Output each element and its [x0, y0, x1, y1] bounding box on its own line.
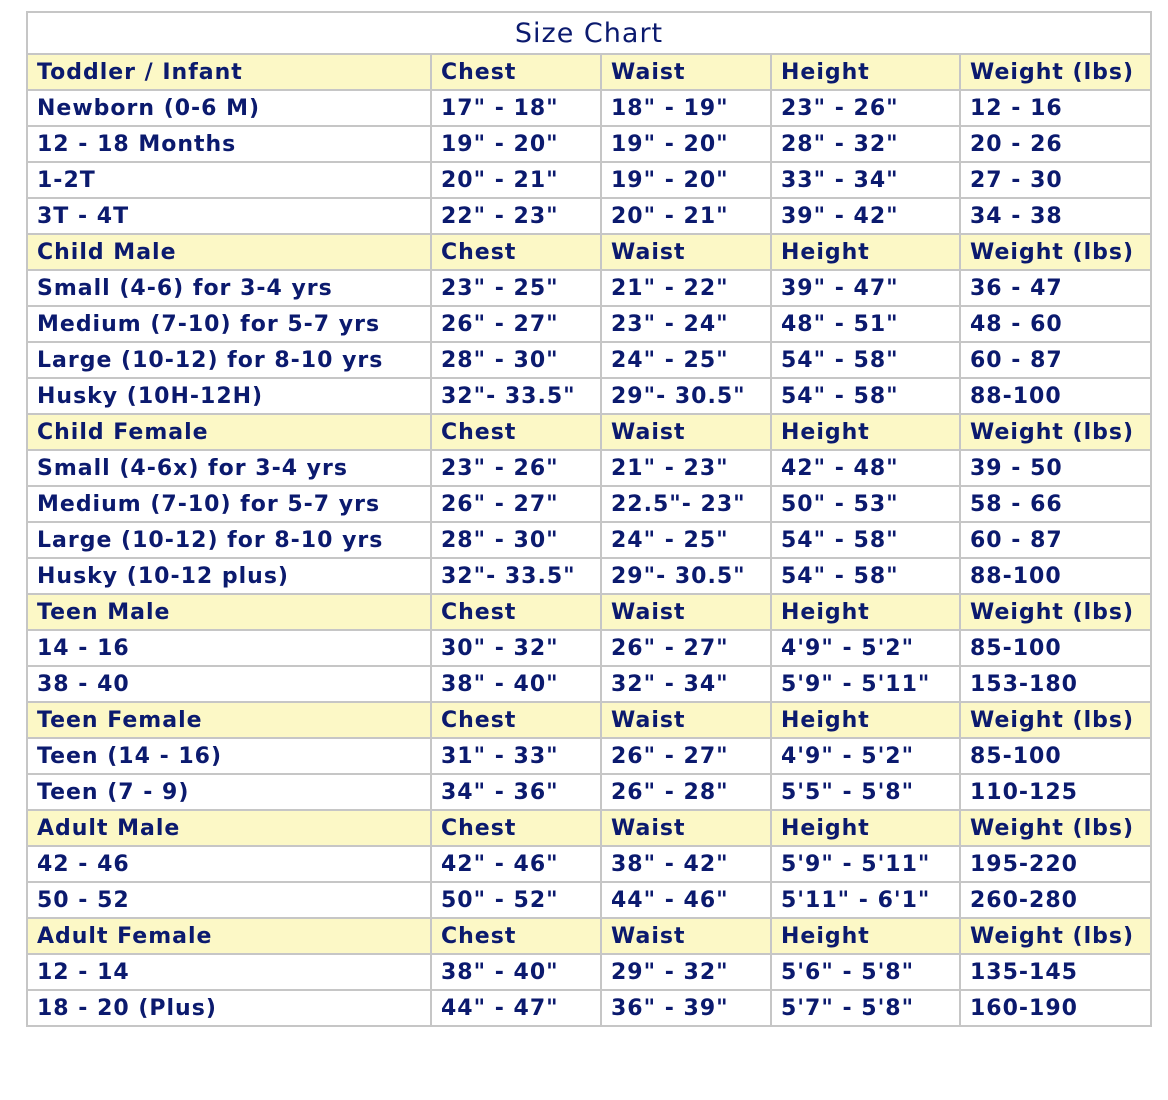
table-row — [27, 882, 1151, 918]
weight-cell: 36 - 47 — [960, 270, 1151, 306]
height-cell: 5'9" - 5'11" — [771, 846, 960, 882]
size-label-cell: Large (10-12) for 8-10 yrs — [27, 342, 431, 378]
table-row — [27, 306, 1151, 342]
section-header-teen-female — [27, 702, 1151, 738]
section-title: Teen Male — [27, 594, 431, 630]
waist-cell: 29"- 30.5" — [601, 378, 771, 414]
column-header-waist: Waist — [601, 918, 771, 954]
table-row — [27, 522, 1151, 558]
section-title: Teen Female — [27, 702, 431, 738]
table-row — [27, 738, 1151, 774]
height-cell: 28" - 32" — [771, 126, 960, 162]
size-label-cell: 42 - 46 — [27, 846, 431, 882]
weight-cell: 27 - 30 — [960, 162, 1151, 198]
waist-cell: 26" - 28" — [601, 774, 771, 810]
column-header-waist: Waist — [601, 810, 771, 846]
waist-cell: 44" - 46" — [601, 882, 771, 918]
waist-cell: 19" - 20" — [601, 126, 771, 162]
title-row — [27, 12, 1151, 54]
size-label-cell: 14 - 16 — [27, 630, 431, 666]
chest-cell: 23" - 26" — [431, 450, 601, 486]
chest-cell: 34" - 36" — [431, 774, 601, 810]
height-cell: 33" - 34" — [771, 162, 960, 198]
section-title: Toddler / Infant — [27, 54, 431, 90]
weight-cell: 88-100 — [960, 378, 1151, 414]
column-header-chest: Chest — [431, 918, 601, 954]
chest-cell: 30" - 32" — [431, 630, 601, 666]
section-header-child-male — [27, 234, 1151, 270]
column-header-waist: Waist — [601, 54, 771, 90]
column-header-weight: Weight (lbs) — [960, 54, 1151, 90]
chest-cell: 32"- 33.5" — [431, 378, 601, 414]
column-header-weight: Weight (lbs) — [960, 234, 1151, 270]
column-header-height: Height — [771, 54, 960, 90]
section-header-child-female — [27, 414, 1151, 450]
table-row — [27, 378, 1151, 414]
waist-cell: 38" - 42" — [601, 846, 771, 882]
column-header-chest: Chest — [431, 54, 601, 90]
chart-title: Size Chart — [27, 12, 1151, 54]
size-label-cell: Teen (14 - 16) — [27, 738, 431, 774]
size-label-cell: Medium (7-10) for 5-7 yrs — [27, 486, 431, 522]
waist-cell: 36" - 39" — [601, 990, 771, 1026]
table-row — [27, 126, 1151, 162]
chest-cell: 26" - 27" — [431, 306, 601, 342]
weight-cell: 153-180 — [960, 666, 1151, 702]
waist-cell: 26" - 27" — [601, 738, 771, 774]
waist-cell: 29" - 32" — [601, 954, 771, 990]
section-title: Child Female — [27, 414, 431, 450]
table-row — [27, 198, 1151, 234]
size-label-cell: 12 - 14 — [27, 954, 431, 990]
table-row — [27, 162, 1151, 198]
waist-cell: 20" - 21" — [601, 198, 771, 234]
section-header-toddler-infant — [27, 54, 1151, 90]
chest-cell: 26" - 27" — [431, 486, 601, 522]
height-cell: 48" - 51" — [771, 306, 960, 342]
size-label-cell: Small (4-6) for 3-4 yrs — [27, 270, 431, 306]
column-header-waist: Waist — [601, 594, 771, 630]
chest-cell: 32"- 33.5" — [431, 558, 601, 594]
column-header-weight: Weight (lbs) — [960, 918, 1151, 954]
table-row — [27, 342, 1151, 378]
table-row — [27, 774, 1151, 810]
chest-cell: 19" - 20" — [431, 126, 601, 162]
weight-cell: 260-280 — [960, 882, 1151, 918]
chest-cell: 23" - 25" — [431, 270, 601, 306]
section-title: Adult Male — [27, 810, 431, 846]
weight-cell: 48 - 60 — [960, 306, 1151, 342]
column-header-height: Height — [771, 234, 960, 270]
chest-cell: 28" - 30" — [431, 522, 601, 558]
chest-cell: 38" - 40" — [431, 954, 601, 990]
height-cell: 4'9" - 5'2" — [771, 630, 960, 666]
chest-cell: 22" - 23" — [431, 198, 601, 234]
waist-cell: 19" - 20" — [601, 162, 771, 198]
column-header-waist: Waist — [601, 234, 771, 270]
table-row — [27, 486, 1151, 522]
waist-cell: 18" - 19" — [601, 90, 771, 126]
column-header-height: Height — [771, 414, 960, 450]
weight-cell: 58 - 66 — [960, 486, 1151, 522]
weight-cell: 88-100 — [960, 558, 1151, 594]
column-header-height: Height — [771, 594, 960, 630]
size-label-cell: 50 - 52 — [27, 882, 431, 918]
table-row — [27, 90, 1151, 126]
size-label-cell: 12 - 18 Months — [27, 126, 431, 162]
height-cell: 54" - 58" — [771, 558, 960, 594]
column-header-chest: Chest — [431, 810, 601, 846]
height-cell: 5'11" - 6'1" — [771, 882, 960, 918]
height-cell: 5'6" - 5'8" — [771, 954, 960, 990]
size-label-cell: Medium (7-10) for 5-7 yrs — [27, 306, 431, 342]
table-row — [27, 630, 1151, 666]
size-label-cell: Newborn (0-6 M) — [27, 90, 431, 126]
height-cell: 39" - 47" — [771, 270, 960, 306]
chest-cell: 28" - 30" — [431, 342, 601, 378]
size-label-cell: 38 - 40 — [27, 666, 431, 702]
size-label-cell: 18 - 20 (Plus) — [27, 990, 431, 1026]
weight-cell: 110-125 — [960, 774, 1151, 810]
waist-cell: 21" - 22" — [601, 270, 771, 306]
section-title: Adult Female — [27, 918, 431, 954]
column-header-height: Height — [771, 918, 960, 954]
column-header-weight: Weight (lbs) — [960, 702, 1151, 738]
waist-cell: 24" - 25" — [601, 342, 771, 378]
weight-cell: 39 - 50 — [960, 450, 1151, 486]
height-cell: 42" - 48" — [771, 450, 960, 486]
chest-cell: 38" - 40" — [431, 666, 601, 702]
chest-cell: 44" - 47" — [431, 990, 601, 1026]
weight-cell: 160-190 — [960, 990, 1151, 1026]
height-cell: 5'9" - 5'11" — [771, 666, 960, 702]
waist-cell: 29"- 30.5" — [601, 558, 771, 594]
waist-cell: 26" - 27" — [601, 630, 771, 666]
height-cell: 5'5" - 5'8" — [771, 774, 960, 810]
size-label-cell: Husky (10-12 plus) — [27, 558, 431, 594]
table-row — [27, 846, 1151, 882]
height-cell: 5'7" - 5'8" — [771, 990, 960, 1026]
size-label-cell: Large (10-12) for 8-10 yrs — [27, 522, 431, 558]
size-label-cell: Husky (10H-12H) — [27, 378, 431, 414]
table-row — [27, 450, 1151, 486]
height-cell: 54" - 58" — [771, 522, 960, 558]
waist-cell: 24" - 25" — [601, 522, 771, 558]
table-row — [27, 990, 1151, 1026]
size-label-cell: Small (4-6x) for 3-4 yrs — [27, 450, 431, 486]
weight-cell: 195-220 — [960, 846, 1151, 882]
section-header-adult-male — [27, 810, 1151, 846]
size-chart-table — [26, 11, 1152, 1027]
size-label-cell: 3T - 4T — [27, 198, 431, 234]
height-cell: 4'9" - 5'2" — [771, 738, 960, 774]
weight-cell: 135-145 — [960, 954, 1151, 990]
height-cell: 39" - 42" — [771, 198, 960, 234]
column-header-weight: Weight (lbs) — [960, 810, 1151, 846]
column-header-height: Height — [771, 702, 960, 738]
chest-cell: 31" - 33" — [431, 738, 601, 774]
waist-cell: 32" - 34" — [601, 666, 771, 702]
weight-cell: 34 - 38 — [960, 198, 1151, 234]
weight-cell: 12 - 16 — [960, 90, 1151, 126]
size-label-cell: Teen (7 - 9) — [27, 774, 431, 810]
height-cell: 23" - 26" — [771, 90, 960, 126]
column-header-waist: Waist — [601, 702, 771, 738]
column-header-height: Height — [771, 810, 960, 846]
column-header-weight: Weight (lbs) — [960, 594, 1151, 630]
column-header-waist: Waist — [601, 414, 771, 450]
table-row — [27, 666, 1151, 702]
column-header-chest: Chest — [431, 594, 601, 630]
weight-cell: 85-100 — [960, 738, 1151, 774]
chest-cell: 20" - 21" — [431, 162, 601, 198]
table-row — [27, 954, 1151, 990]
weight-cell: 85-100 — [960, 630, 1151, 666]
section-header-teen-male — [27, 594, 1151, 630]
table-row — [27, 558, 1151, 594]
height-cell: 50" - 53" — [771, 486, 960, 522]
column-header-chest: Chest — [431, 414, 601, 450]
table-row — [27, 270, 1151, 306]
chest-cell: 50" - 52" — [431, 882, 601, 918]
waist-cell: 23" - 24" — [601, 306, 771, 342]
weight-cell: 20 - 26 — [960, 126, 1151, 162]
height-cell: 54" - 58" — [771, 378, 960, 414]
size-chart-body — [27, 12, 1151, 1026]
chest-cell: 17" - 18" — [431, 90, 601, 126]
waist-cell: 22.5"- 23" — [601, 486, 771, 522]
column-header-chest: Chest — [431, 234, 601, 270]
section-title: Child Male — [27, 234, 431, 270]
section-header-adult-female — [27, 918, 1151, 954]
size-label-cell: 1-2T — [27, 162, 431, 198]
height-cell: 54" - 58" — [771, 342, 960, 378]
column-header-chest: Chest — [431, 702, 601, 738]
weight-cell: 60 - 87 — [960, 522, 1151, 558]
column-header-weight: Weight (lbs) — [960, 414, 1151, 450]
weight-cell: 60 - 87 — [960, 342, 1151, 378]
chest-cell: 42" - 46" — [431, 846, 601, 882]
waist-cell: 21" - 23" — [601, 450, 771, 486]
